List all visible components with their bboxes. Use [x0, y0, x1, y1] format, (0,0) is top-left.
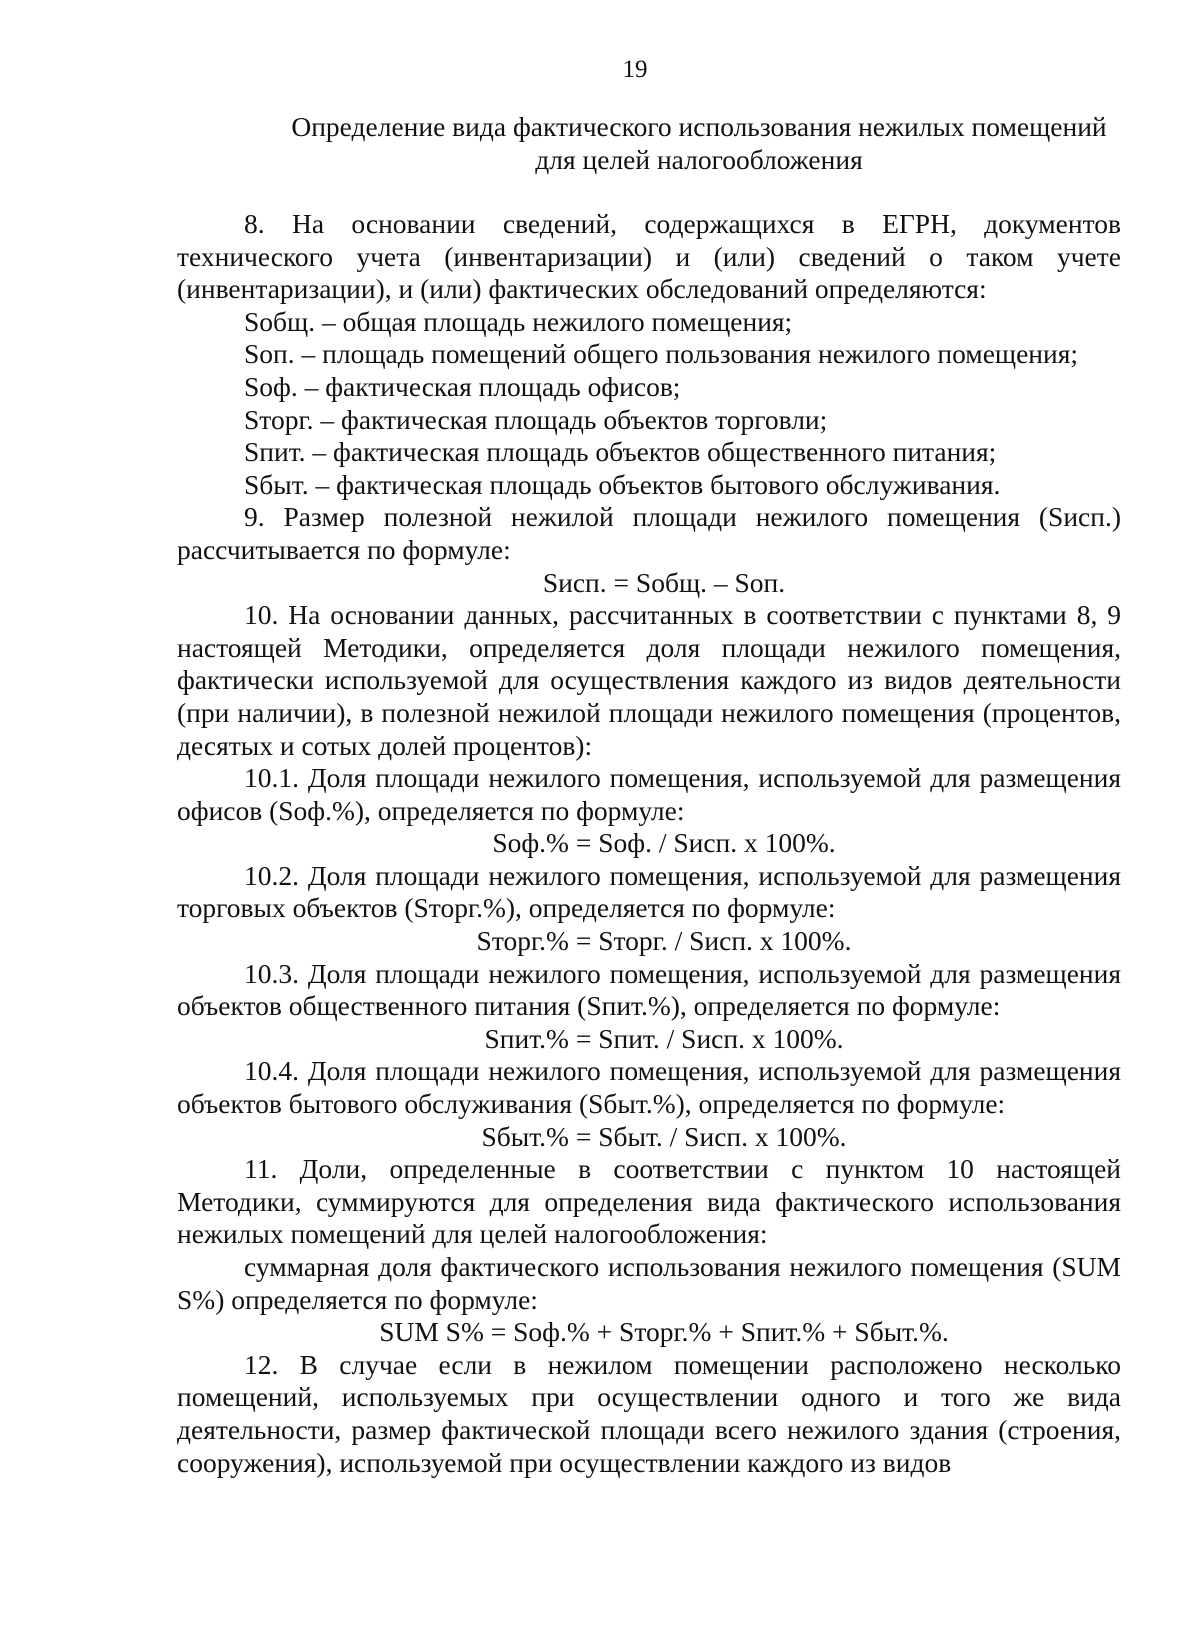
formula-9: Sисп. = Sобщ. – Sоп.: [542, 566, 786, 598]
formula-10-2: Sторг.% = Sторг. / Sисп. x 100%.: [476, 925, 852, 957]
paragraph-12: 12. В случае если в нежилом помещении расположено несколько помещений, используемых при осуществлении одного и того же вида деятельности, размер фактической площади всего нежилого здания (строения, сооружения), используемой при осуществлении каждого из видов: [177, 1348, 1121, 1478]
section-title: [177, 110, 1121, 176]
paragraph-11: 11. Доли, определенные в соответствии с пунктом 10 настоящей Методики, суммируются для определения вида фактического использования нежилых помещений для целей налогообложения:: [177, 1153, 1121, 1250]
formula-10-1: Sоф.% = Sоф. / Sисп. x 100%.: [492, 827, 836, 859]
definition-item: Sоп. – площадь помещений общего пользования нежилого помещения;: [244, 338, 1079, 370]
definition-item: Sпит. – фактическая площадь объектов общественного питания;: [244, 436, 997, 468]
definition-item: Sторг. – фактическая площадь объектов торговли;: [244, 403, 828, 435]
section-title-line-1: Определение вида фактического использования нежилых помещений: [291, 111, 1107, 142]
section-title-line-2: для целей налогообложения: [535, 144, 863, 175]
formula-11: SUM S% = Sоф.% + Sторг.% + Sпит.% + Sбыт.%.: [379, 1316, 949, 1348]
paragraph-8: 8. На основании сведений, содержащихся в ЕГРН, документов технического учета (инвентаризации) и (или) сведений о таком учете (инвентаризации), и (или) фактических обследований определяются:: [177, 208, 1121, 305]
paragraph-9: 9. Размер полезной нежилой площади нежилого помещения (Sисп.) рассчитывается по формуле:: [177, 501, 1121, 565]
paragraph-10-1: 10.1. Доля площади нежилого помещения, используемой для размещения офисов (Sоф.%), определяется по формуле:: [177, 762, 1121, 826]
definition-item: Sобщ. – общая площадь нежилого помещения;: [244, 305, 793, 337]
paragraph-10: 10. На основании данных, рассчитанных в соответствии с пунктами 8, 9 настоящей Методики, определяется доля площади нежилого помещения, фактически используемой для осуществления каждого из видов деятельности (при наличии), в полезной нежилой площади нежилого помещения (процентов, десятых и сотых долей процентов):: [177, 599, 1121, 761]
paragraph-10-2: 10.2. Доля площади нежилого помещения, используемой для размещения торговых объектов (Sторг.%), определяется по формуле:: [177, 859, 1121, 924]
formula-10-4: Sбыт.% = Sбыт. / Sисп. x 100%.: [481, 1120, 847, 1152]
paragraph-10-4: 10.4. Доля площади нежилого помещения, используемой для размещения объектов бытового обслуживания (Sбыт.%), определяется по формуле:: [177, 1055, 1121, 1120]
formula-10-3: Sпит.% = Sпит. / Sисп. x 100%.: [484, 1022, 844, 1054]
page-number: 19: [622, 56, 648, 83]
paragraph-10-3: 10.3. Доля площади нежилого помещения, используемой для размещения объектов общественного питания (Sпит.%), определяется по формуле:: [177, 957, 1121, 1022]
document-body: [177, 110, 1121, 1479]
definition-item: Sоф. – фактическая площадь офисов;: [244, 370, 681, 402]
paragraph-11-sum: суммарная доля фактического использования нежилого помещения (SUM S%) определяется по формуле:: [177, 1251, 1121, 1315]
definition-item: Sбыт. – фактическая площадь объектов бытового обслуживания.: [244, 468, 1001, 500]
